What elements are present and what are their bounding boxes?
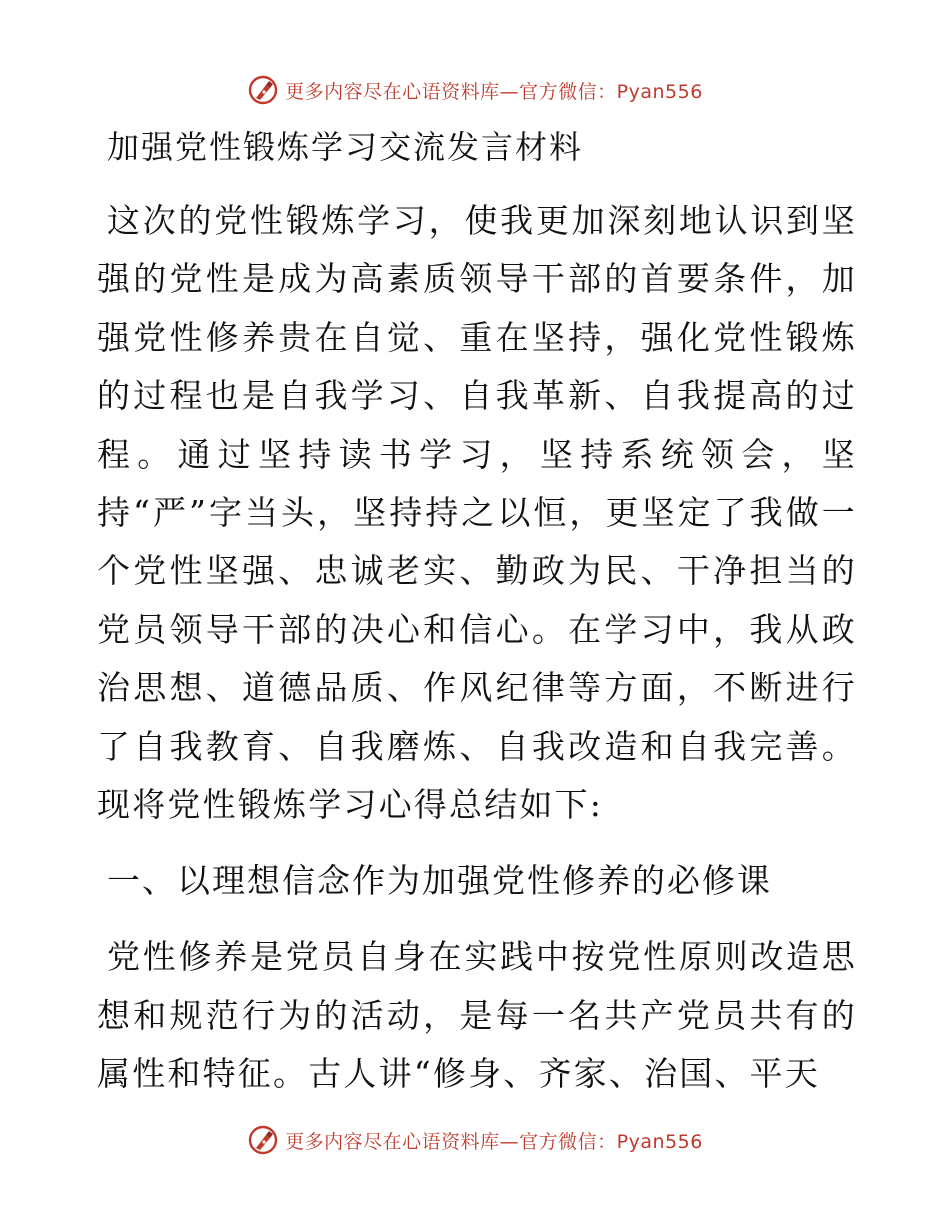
pen-nib-logo-icon [247, 74, 279, 106]
pen-nib-logo-icon [247, 1124, 279, 1156]
body-paragraph: 这次的党性锻炼学习，使我更加深刻地认识到坚强的党性是成为高素质领导干部的首要条件，加强党性修养贵在自觉、重在坚持，强化党性锻炼的过程也是自我学习、自我革新、自我提高的过程。通过坚持读书学习，坚持系统领会，坚持“严”字当头，坚持持之以恒，更坚定了我做一个党性坚强、忠诚老实、勤政为民、干净担当的党员领导干部的决心和信心。在学习中，我从政治思想、道德品质、作风纪律等方面，不断进行了自我教育、自我磨炼、自我改造和自我完善。现将党性锻炼学习心得总结如下: [97, 201, 857, 825]
header-banner [0, 70, 950, 110]
banner-text: 更多内容尽在心语资料库—官方微信：Pyan556 [285, 1130, 703, 1153]
banner-text: 更多内容尽在心语资料库—官方微信：Pyan556 [285, 80, 703, 103]
footer-banner [0, 1120, 950, 1160]
document-title: 加强党性锻炼学习交流发言材料 [107, 128, 584, 166]
body-paragraph: 党性修养是党员自身在实践中按党性原则改造思想和规范行为的活动，是每一名共产党员共有的属性和特征。古人讲“修身、齐家、治国、平天 [97, 937, 857, 1094]
document-body [97, 118, 857, 1104]
section-heading: 一、以理想信念作为加强党性修养的必修课 [107, 861, 772, 901]
